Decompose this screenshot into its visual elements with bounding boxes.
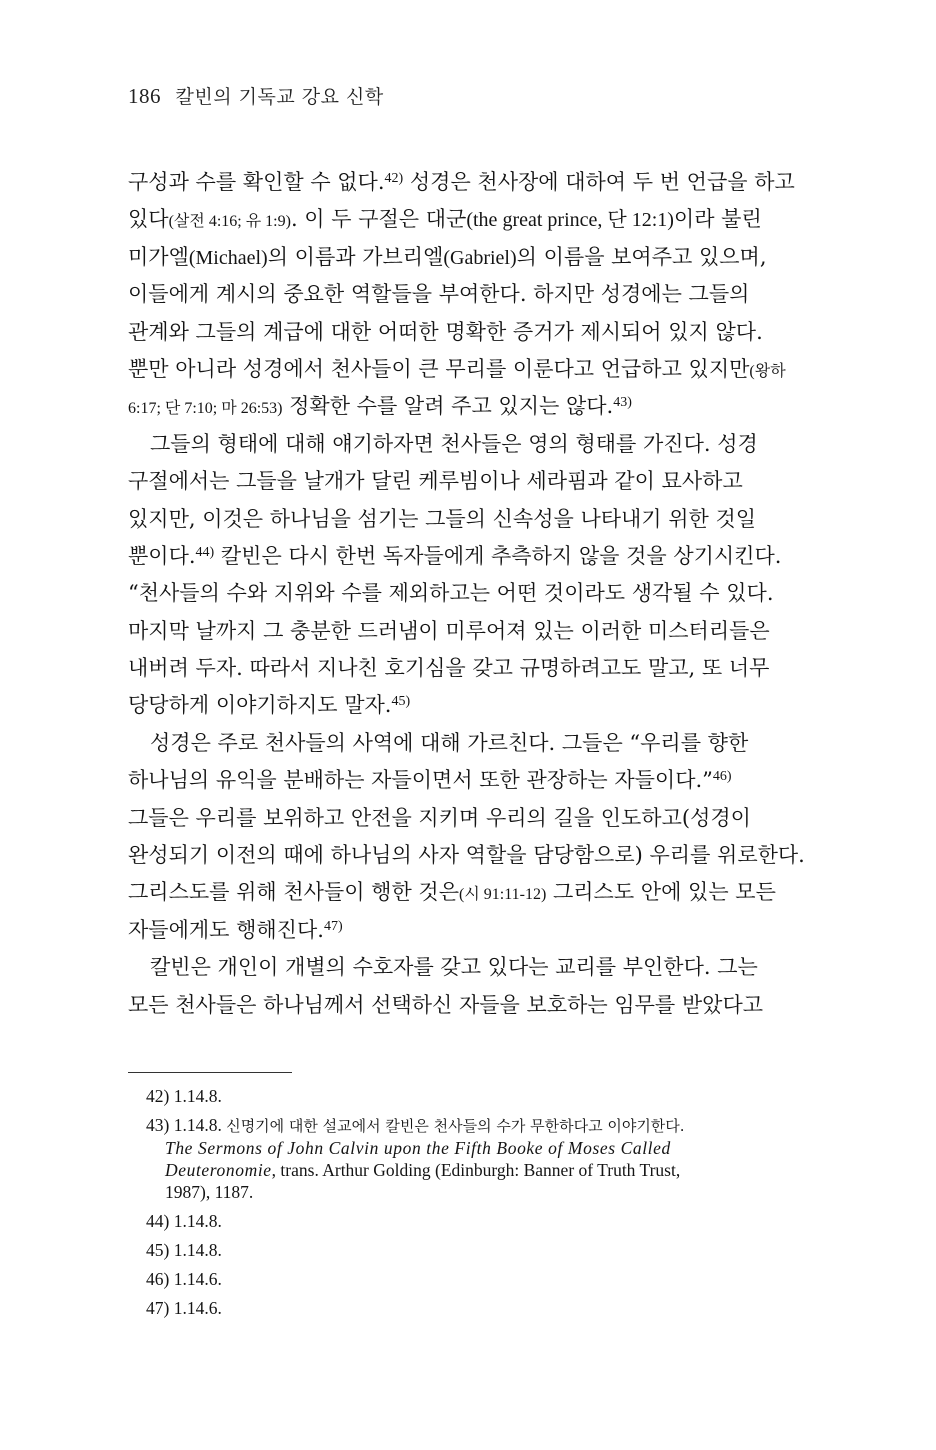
text-line: 내버려 두자. 따라서 지나친 호기심을 갖고 규명하려고도 말고, 또 너무 [128,656,770,681]
text-line: 6:17; 단 7:10; 마 26:53) 정확한 수를 알려 주고 있지는 않다.$^{43)}$ [128,394,632,419]
footnote-ref-43[interactable]: 43) [613,395,632,411]
footnote-47: 47) 1.14.6. [146,1298,222,1318]
page-number: 186 [128,84,161,108]
text-line: 그들의 형태에 대해 얘기하자면 천사들은 영의 형태를 가진다. 성경 [150,431,758,456]
text-line: 칼빈은 개인이 개별의 수호자를 갖고 있다는 교리를 부인한다. 그는 [150,955,758,980]
text-line: 자들에게도 행해진다.$^{47)}$ [128,917,343,942]
text-line: 미가엘(Michael)의 이름과 가브리엘(Gabriel)의 이름을 보여주고 있으며, [128,244,767,269]
footnote-divider [128,1072,292,1073]
footnote-ref-45[interactable]: 45) [391,694,411,710]
scripture-ref: (시 91:11-12) [459,886,547,904]
text-line: 구절에서는 그들을 날개가 달린 케루빔이나 세라핌과 같이 묘사하고 [128,469,743,494]
text-line: “천사들의 수와 지위와 수를 제외하고는 어떤 것이라도 생각될 수 있다. [128,581,774,606]
text-line: 모든 천사들은 하나님께서 선택하신 자들을 보호하는 임무를 받았다고 [128,992,764,1017]
text-line: 관계와 그들의 계급에 대한 어떠한 명확한 증거가 제시되어 있지 않다. [128,319,763,344]
text-line: 구성과 수를 확인할 수 없다.$^{42)}$ 성경은 천사장에 대하여 두 번 언급을 하고 [128,170,795,194]
footnote-43: 43) 1.14.8. 신명기에 대한 설교에서 칼빈은 천사들의 수가 무한하다고 이야기한다. The Sermons of John Calvin upon the Fifth Booke of Moses Called Deuteronomie, trans. Arthur Golding (Edinburgh: Banner of Truth Trust, 1987), 1187. [146,1115,685,1202]
text-line: 뿐만 아니라 성경에서 천사들이 큰 무리를 이룬다고 언급하고 있지만(왕하 [128,356,786,381]
running-header [128,82,384,109]
footnote-44: 44) 1.14.8. [146,1211,222,1231]
footnote-ref-47[interactable]: 47) [323,918,343,934]
running-title: 칼빈의 기독교 강요 신학 [175,86,384,108]
footnote-46: 46) 1.14.6. [146,1269,222,1289]
footnote-ref-46[interactable]: 46) [712,769,732,785]
text-line: 이들에게 계시의 중요한 역할들을 부여한다. 하지만 성경에는 그들의 [128,282,750,307]
text-line: 있지만, 이것은 하나님을 섬기는 그들의 신속성을 나타내기 위한 것일 [128,506,757,531]
scripture-ref: (살전 4:16; 유 1:9) [168,213,291,231]
text-line: 하나님의 유익을 분배하는 자들이면서 또한 관장하는 자들이다.”$^{46)}$ [128,768,732,793]
scripture-ref: 6:17; 단 7:10; 마 26:53) [128,400,283,418]
text-line: 뿐이다.$^{44)}$ 칼빈은 다시 한번 독자들에게 추측하지 않을 것을 상기시킨다. [128,543,782,568]
text-line: 마지막 날까지 그 충분한 드러냄이 미루어져 있는 이러한 미스터리들은 [128,618,770,643]
footnotes [146,1085,842,1326]
footnote-45: 45) 1.14.8. [146,1240,222,1260]
text-line: 그리스도를 위해 천사들이 행한 것은(시 91:11-12) 그리스도 안에 있는 모든 [128,880,776,905]
main-text [128,164,834,1024]
text-line: 당당하게 이야기하지도 말자.$^{45)}$ [128,693,411,718]
text-line: 성경은 주로 천사들의 사역에 대해 가르친다. 그들은 “우리를 향한 [150,730,749,755]
footnote-42: 42) 1.14.8. [146,1086,222,1106]
footnote-ref-44[interactable]: 44) [195,544,215,560]
footnote-ref-42[interactable]: 42) [384,171,404,186]
text-line: 완성되기 이전의 때에 하나님의 사자 역할을 담당함으로) 우리를 위로한다. [128,843,805,868]
text-line: 있다(살전 4:16; 유 1:9). 이 두 구절은 대군(the great prince, 단 12:1)이라 불린 [128,207,762,232]
text-line: 그들은 우리를 보위하고 안전을 지키며 우리의 길을 인도하고(성경이 [128,805,751,830]
scripture-ref: (왕하 [749,362,786,380]
